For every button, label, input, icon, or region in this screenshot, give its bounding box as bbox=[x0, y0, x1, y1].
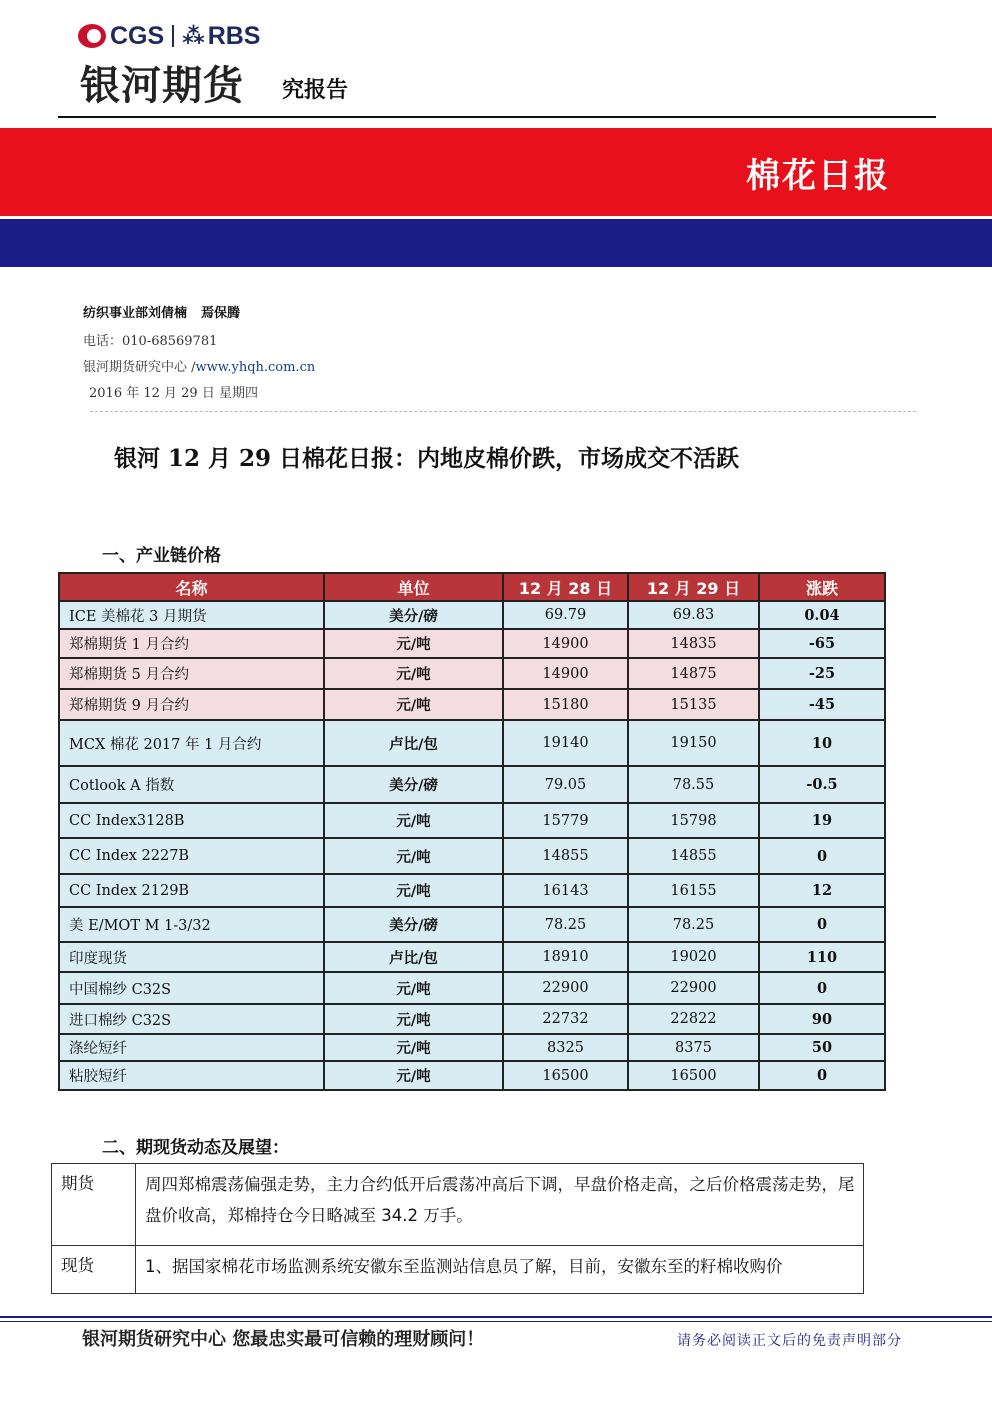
cell-curr: 14835 bbox=[628, 629, 759, 658]
banner-title: 棉花日报 bbox=[746, 156, 890, 196]
site-link[interactable]: www.yhqh.com.cn bbox=[195, 360, 316, 375]
cell-curr: 8375 bbox=[628, 1034, 759, 1061]
row-text-spot: 1、据国家棉花市场监测系统安徽东至监测站信息员了解，目前，安徽东至的籽棉收购价 bbox=[136, 1246, 864, 1294]
header-change: 涨跌 bbox=[759, 573, 885, 601]
cell-unit: 元/吨 bbox=[324, 689, 503, 720]
cell-name: CC Index3128B bbox=[59, 803, 324, 838]
cell-curr: 19150 bbox=[628, 720, 759, 766]
cell-curr: 19020 bbox=[628, 942, 759, 972]
cell-change: 110 bbox=[759, 942, 885, 972]
cell-change: 0 bbox=[759, 1061, 885, 1090]
footer-divider-thin bbox=[0, 1321, 992, 1322]
cell-prev: 15180 bbox=[503, 689, 628, 720]
author-line bbox=[83, 302, 240, 321]
cell-unit: 元/吨 bbox=[324, 658, 503, 689]
header-name: 名称 bbox=[59, 573, 324, 601]
cell-prev: 14900 bbox=[503, 658, 628, 689]
cell-name: 郑棉期货 5 月合约 bbox=[59, 658, 324, 689]
row-key-spot: 现货 bbox=[52, 1246, 136, 1294]
cell-curr: 15798 bbox=[628, 803, 759, 838]
cell-name: MCX 棉花 2017 年 1 月合约 bbox=[59, 720, 324, 766]
cell-unit: 元/吨 bbox=[324, 874, 503, 907]
cell-prev: 78.25 bbox=[503, 907, 628, 942]
cell-change: 0 bbox=[759, 972, 885, 1004]
cell-prev: 15779 bbox=[503, 803, 628, 838]
header-date-curr: 12 月 29 日 bbox=[628, 573, 759, 601]
section-heading-outlook: 二、期现货动态及展望： bbox=[102, 1138, 289, 1158]
header-date-prev: 12 月 28 日 bbox=[503, 573, 628, 601]
table-row bbox=[59, 838, 885, 874]
cell-change: -65 bbox=[759, 629, 885, 658]
cell-prev: 18910 bbox=[503, 942, 628, 972]
cell-curr: 78.55 bbox=[628, 766, 759, 803]
table-header-row bbox=[59, 573, 885, 601]
row-key-futures: 期货 bbox=[52, 1164, 136, 1246]
table-row bbox=[59, 629, 885, 658]
cell-unit: 元/吨 bbox=[324, 803, 503, 838]
price-table bbox=[58, 572, 886, 1091]
cell-name: 美 E/MOT M 1-3/32 bbox=[59, 907, 324, 942]
banner-stripe bbox=[0, 219, 992, 267]
table-row bbox=[59, 689, 885, 720]
cell-prev: 79.05 bbox=[503, 766, 628, 803]
cell-unit: 元/吨 bbox=[324, 1061, 503, 1090]
cell-name: CC Index 2129B bbox=[59, 874, 324, 907]
cell-change: 19 bbox=[759, 803, 885, 838]
cell-name: 粘胶短纤 bbox=[59, 1061, 324, 1090]
cell-prev: 14900 bbox=[503, 629, 628, 658]
footer-disclaimer: 请务必阅读正文后的免责声明部分 bbox=[677, 1333, 902, 1349]
cell-prev: 19140 bbox=[503, 720, 628, 766]
table-row bbox=[59, 942, 885, 972]
row-text-futures: 周四郑棉震荡偏强走势，主力合约低开后震荡冲高后下调，早盘价格走高，之后价格震荡走势，尾盘价收高，郑棉持仓今日略减至 34.2 万手。 bbox=[136, 1164, 864, 1246]
cell-name: 郑棉期货 1 月合约 bbox=[59, 629, 324, 658]
rbs-logo-icon: ⁂ bbox=[182, 23, 205, 49]
table-row bbox=[59, 1004, 885, 1034]
cell-prev: 8325 bbox=[503, 1034, 628, 1061]
cell-curr: 22900 bbox=[628, 972, 759, 1004]
cell-unit: 美分/磅 bbox=[324, 601, 503, 629]
site-line bbox=[83, 356, 315, 375]
cell-prev: 16500 bbox=[503, 1061, 628, 1090]
cell-prev: 14855 bbox=[503, 838, 628, 874]
footer-slogan: 银河期货研究中心 您最忠实最可信赖的理财顾问！ bbox=[82, 1329, 485, 1350]
cell-curr: 14875 bbox=[628, 658, 759, 689]
cell-prev: 22900 bbox=[503, 972, 628, 1004]
cell-change: 12 bbox=[759, 874, 885, 907]
cell-curr: 69.83 bbox=[628, 601, 759, 629]
title-banner bbox=[0, 128, 992, 216]
cell-prev: 69.79 bbox=[503, 601, 628, 629]
site-label: 银河期货研究中心 / bbox=[83, 360, 196, 375]
phone-line: 电话：010-68569781 bbox=[83, 334, 218, 349]
table-row bbox=[59, 720, 885, 766]
cell-change: 0 bbox=[759, 838, 885, 874]
cell-unit: 元/吨 bbox=[324, 838, 503, 874]
table-row bbox=[59, 874, 885, 907]
cell-name: Cotlook A 指数 bbox=[59, 766, 324, 803]
cell-change: 0.04 bbox=[759, 601, 885, 629]
table-row bbox=[59, 907, 885, 942]
cell-curr: 16500 bbox=[628, 1061, 759, 1090]
footer-divider bbox=[0, 1316, 992, 1318]
logo-rbs-text: RBS bbox=[207, 21, 261, 50]
table-row bbox=[59, 803, 885, 838]
header-divider bbox=[58, 116, 936, 118]
author-name: 焉保腾 bbox=[201, 306, 241, 321]
logo-divider bbox=[172, 25, 174, 47]
cell-unit: 元/吨 bbox=[324, 972, 503, 1004]
brand-subtitle: 究报告 bbox=[282, 78, 349, 103]
cell-prev: 22732 bbox=[503, 1004, 628, 1034]
cell-curr: 16155 bbox=[628, 874, 759, 907]
report-date: 2016 年 12 月 29 日 星期四 bbox=[89, 386, 258, 401]
cell-unit: 元/吨 bbox=[324, 629, 503, 658]
table-row bbox=[59, 972, 885, 1004]
header-unit: 单位 bbox=[324, 573, 503, 601]
cell-unit: 美分/磅 bbox=[324, 907, 503, 942]
brand-name: 银河期货 bbox=[80, 63, 244, 109]
table-row bbox=[59, 1061, 885, 1090]
cell-unit: 卢比/包 bbox=[324, 942, 503, 972]
cell-curr: 14855 bbox=[628, 838, 759, 874]
cell-change: 10 bbox=[759, 720, 885, 766]
cell-unit: 元/吨 bbox=[324, 1034, 503, 1061]
table-row bbox=[52, 1246, 864, 1294]
cell-change: 0 bbox=[759, 907, 885, 942]
cell-change: 90 bbox=[759, 1004, 885, 1034]
dashed-divider bbox=[90, 411, 916, 412]
cell-change: -25 bbox=[759, 658, 885, 689]
cgs-logo-icon bbox=[78, 24, 106, 48]
cell-name: CC Index 2227B bbox=[59, 838, 324, 874]
cell-curr: 15135 bbox=[628, 689, 759, 720]
cell-unit: 卢比/包 bbox=[324, 720, 503, 766]
cell-name: 进口棉纱 C32S bbox=[59, 1004, 324, 1034]
cell-change: 50 bbox=[759, 1034, 885, 1061]
cell-name: ICE 美棉花 3 月期货 bbox=[59, 601, 324, 629]
cell-change: -0.5 bbox=[759, 766, 885, 803]
author-dept: 纺织事业部刘倩楠 bbox=[83, 306, 188, 321]
table-row bbox=[52, 1164, 864, 1246]
company-logo bbox=[78, 22, 261, 50]
outlook-table bbox=[51, 1163, 864, 1294]
table-row bbox=[59, 1034, 885, 1061]
cell-name: 郑棉期货 9 月合约 bbox=[59, 689, 324, 720]
table-row bbox=[59, 601, 885, 629]
cell-name: 涤纶短纤 bbox=[59, 1034, 324, 1061]
cell-curr: 78.25 bbox=[628, 907, 759, 942]
logo-cgs-text: CGS bbox=[110, 21, 165, 50]
section-heading-prices: 一、产业链价格 bbox=[102, 546, 221, 566]
cell-unit: 美分/磅 bbox=[324, 766, 503, 803]
cell-name: 印度现货 bbox=[59, 942, 324, 972]
table-row bbox=[59, 658, 885, 689]
document-title: 银河 12 月 29 日棉花日报：内地皮棉价跌，市场成交不活跃 bbox=[114, 445, 740, 472]
cell-change: -45 bbox=[759, 689, 885, 720]
table-row bbox=[59, 766, 885, 803]
cell-name: 中国棉纱 C32S bbox=[59, 972, 324, 1004]
cell-prev: 16143 bbox=[503, 874, 628, 907]
cell-curr: 22822 bbox=[628, 1004, 759, 1034]
cell-unit: 元/吨 bbox=[324, 1004, 503, 1034]
